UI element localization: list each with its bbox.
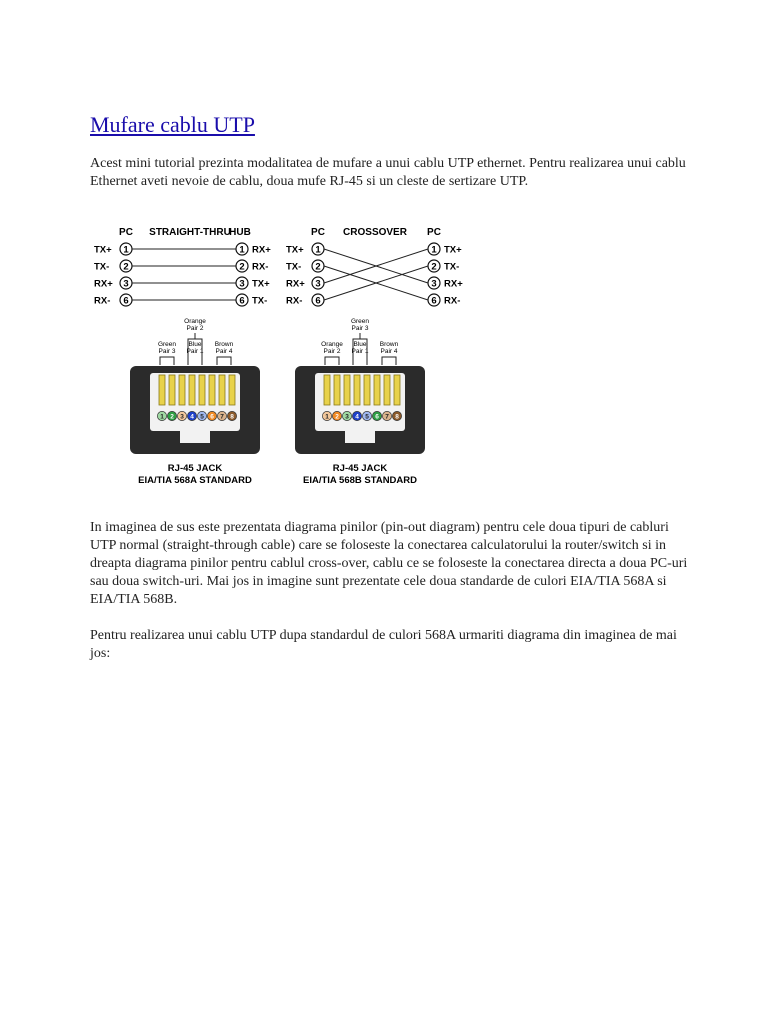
- jack-b-standard: EIA/TIA 568B STANDARD: [302, 475, 418, 486]
- straight-right-label: RX+: [252, 244, 271, 256]
- crossover-left-pin-number: 6: [315, 295, 321, 307]
- jack-b-top-pair: Pair 3: [351, 325, 369, 332]
- straight-left-label: RX-: [94, 295, 111, 307]
- jack-right-pair-bracket: [217, 357, 231, 365]
- jack-b-right-color: Brown: [379, 341, 399, 348]
- crossover-right-label: TX-: [444, 261, 460, 273]
- crossover-right-label: RX-: [444, 295, 461, 307]
- jack-contact: [209, 375, 215, 405]
- crossover-right-header: PC: [427, 227, 441, 238]
- jack-pin-number: 4: [355, 413, 359, 421]
- article-title-link[interactable]: Mufare cablu UTP: [90, 112, 255, 137]
- straight-right-pin-number: 1: [239, 244, 245, 256]
- jack-right-pair-bracket: [382, 357, 396, 365]
- straight-right-pin-number: 3: [239, 278, 245, 290]
- crossover-left-pin-number: 3: [315, 278, 321, 290]
- jack-a-label: RJ-45 JACK: [167, 463, 223, 474]
- jack-pin-number: 1: [325, 413, 329, 421]
- straight-right-pin-number: 2: [239, 261, 245, 273]
- jack-b-right-pair: Pair 4: [380, 348, 398, 355]
- jack-contact: [179, 375, 185, 405]
- jack-pin-number: 2: [170, 413, 174, 421]
- jack-pin-number: 1: [160, 413, 164, 421]
- crossover-left-pin-number: 1: [315, 244, 321, 256]
- straight-right-label: RX-: [252, 261, 269, 273]
- jack-pin-number: 5: [200, 413, 204, 421]
- crossover-rows: [286, 243, 463, 307]
- jack-contact: [384, 375, 390, 405]
- jack-b-left-pair: Pair 2: [323, 348, 341, 355]
- jack-pin-number: 6: [375, 413, 379, 421]
- crossover-left-header: PC: [311, 227, 325, 238]
- pinout-diagram-figure: [88, 218, 478, 493]
- crossover-right-pin-number: 1: [431, 244, 437, 256]
- jack-pin-number: 5: [365, 413, 369, 421]
- body-paragraph: In imaginea de sus este prezentata diagrama pinilor (pin-out diagram) pentru cele doua tipuri de cabluri UTP normal (straight-through cable) care se foloseste la conectarea calculatorului la router/switch si in dreapta diagrama pinilor pentru cablul cross-over, cablu ce se foloseste la conectarea directa a doua PC-uri sau doua switch-uri. Mai jos in imagine sunt prezentate cele doua standarde de culori EIA/TIA 568A si EIA/TIA 568B.: [90, 520, 688, 607]
- crossover-right-pin-number: 3: [431, 278, 437, 290]
- jack-b-left-color: Orange: [321, 341, 343, 348]
- jack-pin-number: 3: [180, 413, 184, 421]
- jack-left-pair-bracket: [160, 357, 174, 365]
- crossover-left-label: RX-: [286, 295, 303, 307]
- jack-contact: [374, 375, 380, 405]
- jack-a-standard: EIA/TIA 568A STANDARD: [138, 475, 252, 486]
- crossover-left-label: TX+: [286, 244, 304, 256]
- jack-contact: [354, 375, 360, 405]
- jack-contact: [364, 375, 370, 405]
- crossover-right-label: RX+: [444, 278, 463, 290]
- straight-right-pin-number: 6: [239, 295, 245, 307]
- jack-contact: [334, 375, 340, 405]
- jack-b-mid-pair: Pair 1: [351, 348, 369, 355]
- pinout-diagram: [88, 218, 478, 493]
- jack-contact: [324, 375, 330, 405]
- jack-latch-slot: [180, 431, 210, 443]
- straight-title: STRAIGHT-THRU: [149, 227, 231, 238]
- crossover-right-pin-number: 6: [431, 295, 437, 307]
- jack-pin-number: 3: [345, 413, 349, 421]
- jack-contact: [189, 375, 195, 405]
- straight-left-pin-number: 6: [123, 295, 129, 307]
- crossover-left-label: TX-: [286, 261, 302, 273]
- jack-pin-number: 6: [210, 413, 214, 421]
- jack-contact: [199, 375, 205, 405]
- intro-paragraph: Acest mini tutorial prezinta modalitatea de mufare a unui cablu UTP ethernet. Pentru realizarea unui cablu Ethernet aveti nevoie de cablu, doua mufe RJ-45 si un cleste de sertizare UTP.: [90, 156, 686, 189]
- straight-right-label: TX+: [252, 278, 270, 290]
- straight-left-label: TX-: [94, 261, 110, 273]
- straight-left-label: RX+: [94, 278, 113, 290]
- jack-a-left-color: Green: [157, 341, 177, 348]
- jack-contact: [344, 375, 350, 405]
- jack-left-pair-bracket: [325, 357, 339, 365]
- jack-contact: [394, 375, 400, 405]
- straight-right-label: TX-: [252, 295, 268, 307]
- jack-a-mid-pair: Pair 1: [186, 348, 204, 355]
- straight-right-header: HUB: [229, 227, 251, 238]
- jack-a-right-color: Brown: [214, 341, 234, 348]
- jack-b-label: RJ-45 JACK: [332, 463, 388, 474]
- straight-left-pin-number: 2: [123, 261, 129, 273]
- straight-left-header: PC: [119, 227, 133, 238]
- jack-pin-number: 8: [230, 413, 234, 421]
- jack-pin-number: 2: [335, 413, 339, 421]
- crossover-title: CROSSOVER: [343, 227, 407, 238]
- crossover-right-label: TX+: [444, 244, 462, 256]
- crossover-right-pin-number: 2: [431, 261, 437, 273]
- jack-pin-number: 4: [190, 413, 194, 421]
- footer-paragraph: Pentru realizarea unui cablu UTP dupa standardul de culori 568A urmariti diagrama din imaginea de mai jos:: [90, 628, 677, 661]
- straight-thru-rows: [94, 243, 271, 307]
- jack-b-top-color: Green: [350, 318, 370, 325]
- jack-pin-number: 7: [385, 413, 389, 421]
- crossover-left-label: RX+: [286, 278, 305, 290]
- straight-left-pin-number: 3: [123, 278, 129, 290]
- jack-pin-number: 8: [395, 413, 399, 421]
- straight-left-pin-number: 1: [123, 244, 129, 256]
- jack-contact: [169, 375, 175, 405]
- jack-a-top-pair: Pair 2: [186, 325, 204, 332]
- jack-latch-slot: [345, 431, 375, 443]
- crossover-left-pin-number: 2: [315, 261, 321, 273]
- jack-b-mid-color: Blue: [353, 341, 367, 348]
- jack-a-mid-color: Blue: [188, 341, 202, 348]
- straight-left-label: TX+: [94, 244, 112, 256]
- rj45-jack-568a: [130, 318, 260, 486]
- jack-contact: [159, 375, 165, 405]
- jack-a-top-color: Orange: [184, 318, 206, 325]
- rj45-jack-568b: [295, 318, 425, 486]
- jack-a-left-pair: Pair 3: [158, 348, 176, 355]
- jack-contact: [219, 375, 225, 405]
- jack-pin-number: 7: [220, 413, 224, 421]
- jack-a-right-pair: Pair 4: [215, 348, 233, 355]
- jack-contact: [229, 375, 235, 405]
